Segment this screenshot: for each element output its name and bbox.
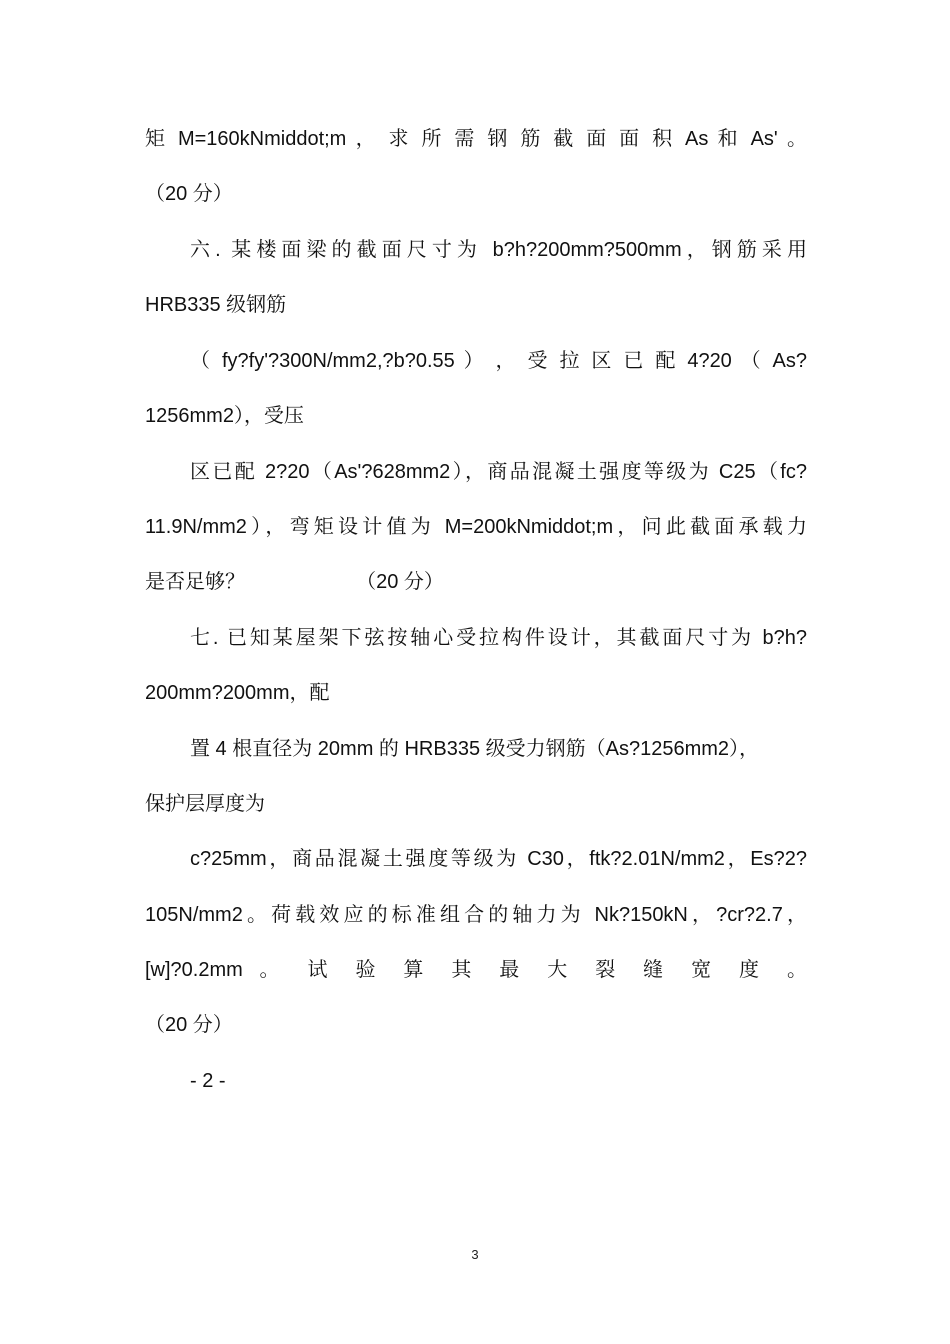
text-line-moment: 矩 M=160kNmiddot;m ， 求 所 需 钢 筋 截 面 面 积 As 和 As' 。: [145, 128, 807, 150]
question-6-heading: 六. 某楼面梁的截面尺寸为 b?h?200mm?500mm，钢筋采用: [190, 239, 807, 261]
text-line-score: 是否足够？ （20 分）: [145, 571, 444, 593]
text-line-score: （20 分）: [145, 183, 233, 205]
text-line-score: （20 分）: [145, 1014, 233, 1036]
text-line: （ fy?fy'?300N/mm2,?b?0.55 ） ， 受 拉 区 已 配 4?20 （ As?: [190, 350, 807, 372]
text-line: 保护层厚度为: [145, 793, 265, 815]
text-line: 1256mm2），受压: [145, 405, 304, 427]
question-7-heading: 七. 已知某屋架下弦按轴心受拉构件设计，其截面尺寸为 b?h?: [190, 627, 807, 649]
text-line: 置 4 根直径为 20mm 的 HRB335 级受力钢筋（As?1256mm2），: [190, 738, 760, 760]
text-line: [w]?0.2mm 。 试 验 算 其 最 大 裂 缝 宽 度 。: [145, 959, 807, 981]
text-line: 105N/mm2。荷载效应的标准组合的轴力为 Nk?150kN，?cr?2.7，: [145, 904, 807, 926]
text-line: c?25mm，商品混凝土强度等级为 C30，ftk?2.01N/mm2，Es?2?: [190, 848, 807, 870]
text-line: 11.9N/mm2），弯矩设计值为 M=200kNmiddot;m，问此截面承载力: [145, 516, 807, 538]
inner-page-marker: - 2 -: [190, 1070, 226, 1092]
page-number: 3: [471, 1247, 479, 1262]
text-line: HRB335 级钢筋: [145, 294, 287, 316]
text-line: 区已配 2?20（As'?628mm2），商品混凝土强度等级为 C25（fc?: [190, 461, 807, 483]
text-line: 200mm?200mm，配: [145, 682, 330, 704]
